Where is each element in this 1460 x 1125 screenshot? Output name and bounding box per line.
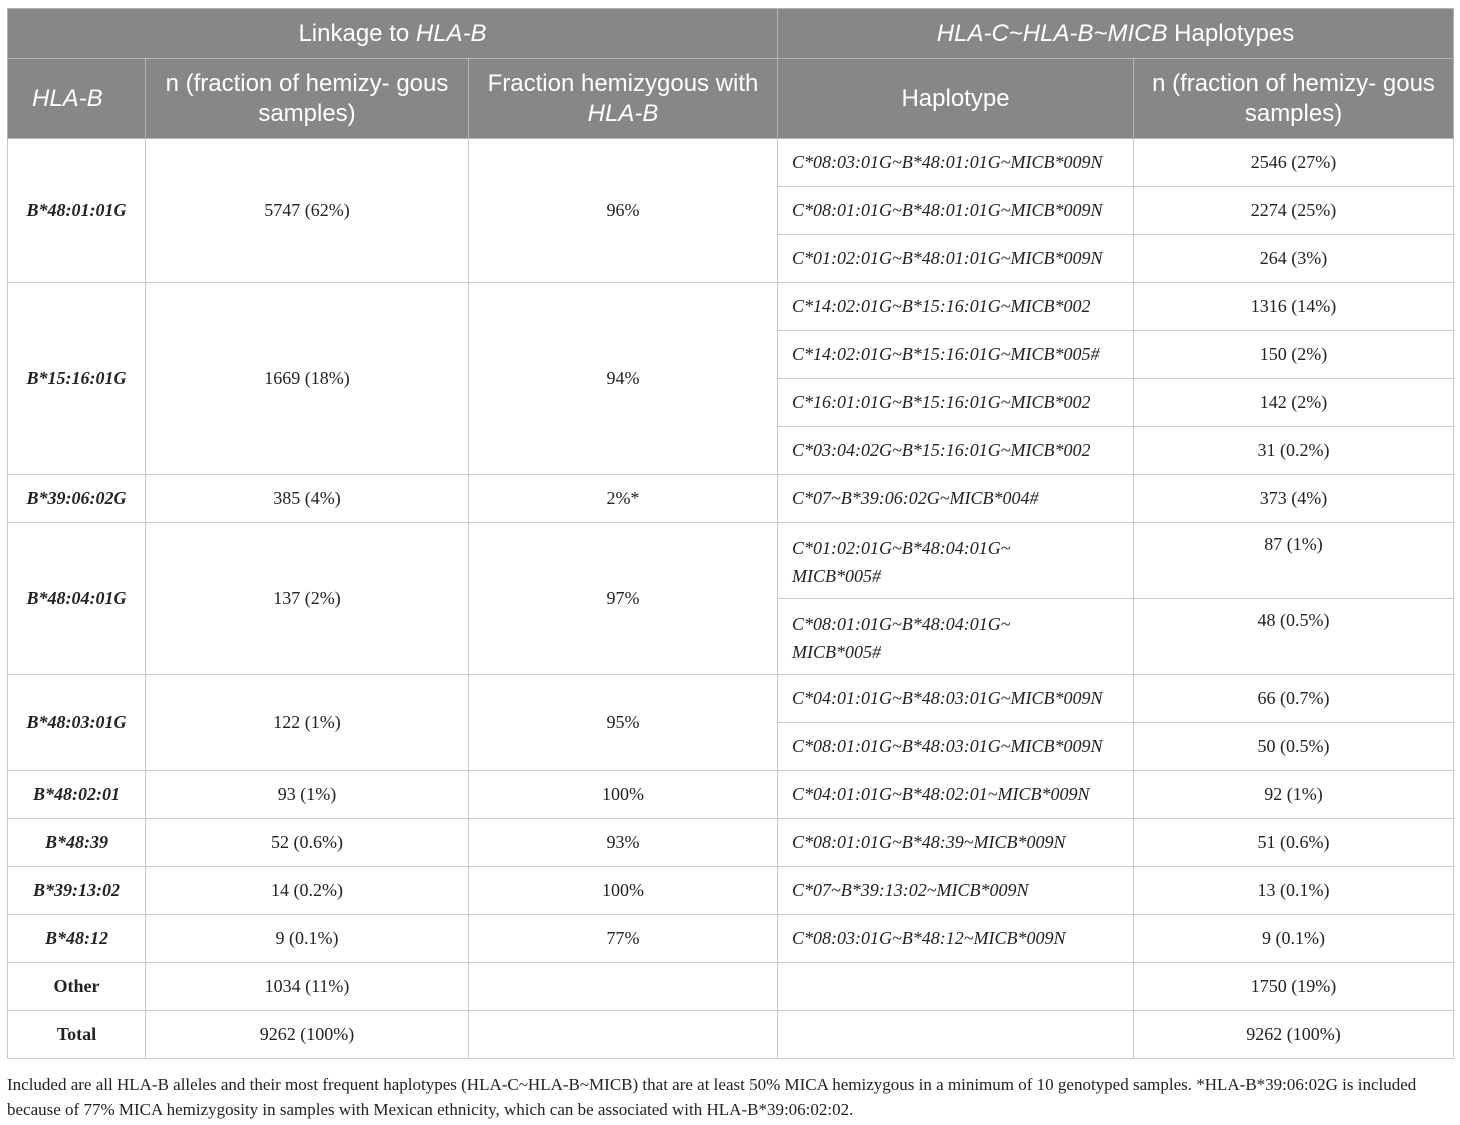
- table-header: [8, 9, 1454, 139]
- hap-n-cell: 2274 (25%): [1134, 187, 1454, 235]
- allele-cell: B*48:04:01G: [8, 523, 146, 675]
- fraction-cell: 93%: [469, 819, 778, 867]
- table-row: [8, 819, 1454, 867]
- total-n: 9262 (100%): [146, 1011, 469, 1059]
- fraction-cell: 97%: [469, 523, 778, 675]
- table-row: [8, 475, 1454, 523]
- fraction-cell: 100%: [469, 771, 778, 819]
- hla-haplotype-table: [7, 8, 1454, 1059]
- empty-cell: [469, 1011, 778, 1059]
- header-haplotype: Haplotype: [778, 59, 1134, 139]
- hap-n-cell: 9 (0.1%): [1134, 915, 1454, 963]
- empty-cell: [778, 1011, 1134, 1059]
- empty-cell: [469, 963, 778, 1011]
- table-row: [8, 915, 1454, 963]
- hap-n-cell: 31 (0.2%): [1134, 427, 1454, 475]
- allele-cell: B*39:06:02G: [8, 475, 146, 523]
- hap-n-cell: 373 (4%): [1134, 475, 1454, 523]
- hap-n-cell: 51 (0.6%): [1134, 819, 1454, 867]
- allele-cell: B*48:12: [8, 915, 146, 963]
- fraction-cell: 100%: [469, 867, 778, 915]
- n-cell: 137 (2%): [146, 523, 469, 675]
- other-row: [8, 963, 1454, 1011]
- allele-cell: B*15:16:01G: [8, 283, 146, 475]
- hap-n-cell: 48 (0.5%): [1134, 599, 1454, 675]
- haplotype-cell: C*16:01:01G~B*15:16:01G~MICB*002: [778, 379, 1134, 427]
- haplotype-cell: C*08:01:01G~B*48:39~MICB*009N: [778, 819, 1134, 867]
- haplotype-cell: C*08:01:01G~B*48:01:01G~MICB*009N: [778, 187, 1134, 235]
- header-group-linkage: [8, 9, 778, 59]
- hap-n-cell: 142 (2%): [1134, 379, 1454, 427]
- n-cell: 93 (1%): [146, 771, 469, 819]
- n-cell: 122 (1%): [146, 675, 469, 771]
- hap-n-cell: 2546 (27%): [1134, 139, 1454, 187]
- haplotype-cell: [778, 523, 1134, 599]
- n-cell: 385 (4%): [146, 475, 469, 523]
- haplotype-line: MICB*005#: [792, 566, 882, 586]
- table-row: [8, 771, 1454, 819]
- table-body: [8, 139, 1454, 1059]
- haplotype-cell: C*04:01:01G~B*48:02:01~MICB*009N: [778, 771, 1134, 819]
- header-group-haplotypes: [778, 9, 1454, 59]
- total-hap-n: 9262 (100%): [1134, 1011, 1454, 1059]
- hap-n-cell: 66 (0.7%): [1134, 675, 1454, 723]
- n-cell: 14 (0.2%): [146, 867, 469, 915]
- total-label: Total: [8, 1011, 146, 1059]
- table-row: [8, 523, 1454, 599]
- allele-cell: B*48:39: [8, 819, 146, 867]
- table-row: [8, 867, 1454, 915]
- hap-n-cell: 50 (0.5%): [1134, 723, 1454, 771]
- haplotype-cell: C*08:01:01G~B*48:03:01G~MICB*009N: [778, 723, 1134, 771]
- header-hap-n: n (fraction of hemizy- gous samples): [1134, 59, 1454, 139]
- hap-n-cell: 92 (1%): [1134, 771, 1454, 819]
- other-label: Other: [8, 963, 146, 1011]
- header-n: n (fraction of hemizy- gous samples): [146, 59, 469, 139]
- fraction-cell: 94%: [469, 283, 778, 475]
- haplotype-cell: [778, 599, 1134, 675]
- other-hap-n: 1750 (19%): [1134, 963, 1454, 1011]
- header-text: Linkage to: [298, 19, 416, 47]
- empty-cell: [778, 963, 1134, 1011]
- fraction-cell: 77%: [469, 915, 778, 963]
- allele-cell: B*48:01:01G: [8, 139, 146, 283]
- header-text: Fraction hemizygous with: [487, 69, 759, 97]
- table-row: [8, 283, 1454, 331]
- haplotype-cell: C*04:01:01G~B*48:03:01G~MICB*009N: [778, 675, 1134, 723]
- haplotype-cell: C*08:03:01G~B*48:12~MICB*009N: [778, 915, 1134, 963]
- total-row: [8, 1011, 1454, 1059]
- n-cell: 52 (0.6%): [146, 819, 469, 867]
- hap-n-cell: 264 (3%): [1134, 235, 1454, 283]
- allele-cell: B*48:02:01: [8, 771, 146, 819]
- header-text-italic: HLA-B: [587, 99, 659, 127]
- haplotype-cell: C*07~B*39:13:02~MICB*009N: [778, 867, 1134, 915]
- haplotype-line: C*08:01:01G~B*48:04:01G~: [792, 614, 1011, 634]
- haplotype-cell: C*08:03:01G~B*48:01:01G~MICB*009N: [778, 139, 1134, 187]
- table-row: [8, 139, 1454, 187]
- haplotype-cell: C*14:02:01G~B*15:16:01G~MICB*005#: [778, 331, 1134, 379]
- n-cell: 5747 (62%): [146, 139, 469, 283]
- haplotype-line: C*01:02:01G~B*48:04:01G~: [792, 538, 1011, 558]
- haplotype-cell: C*01:02:01G~B*48:01:01G~MICB*009N: [778, 235, 1134, 283]
- hap-n-cell: 1316 (14%): [1134, 283, 1454, 331]
- other-n: 1034 (11%): [146, 963, 469, 1011]
- header-fraction: [469, 59, 778, 139]
- haplotype-cell: C*03:04:02G~B*15:16:01G~MICB*002: [778, 427, 1134, 475]
- haplotype-cell: C*14:02:01G~B*15:16:01G~MICB*002: [778, 283, 1134, 331]
- n-cell: 9 (0.1%): [146, 915, 469, 963]
- haplotype-cell: C*07~B*39:06:02G~MICB*004#: [778, 475, 1134, 523]
- header-text-italic: HLA-C~HLA-B~MICB: [936, 19, 1168, 47]
- header-text-italic: HLA-B: [415, 19, 487, 47]
- fraction-cell: 2%*: [469, 475, 778, 523]
- header-text: Haplotypes: [1167, 19, 1295, 47]
- table-row: [8, 675, 1454, 723]
- fraction-cell: 96%: [469, 139, 778, 283]
- hap-n-cell: 150 (2%): [1134, 331, 1454, 379]
- fraction-cell: 95%: [469, 675, 778, 771]
- table-footnote: Included are all HLA-B alleles and their most frequent haplotypes (HLA-C~HLA-B~MICB) that are at least 50% MICA hemizygous in a minimum of 10 genotyped samples. *HLA-B*39:06:02G is included because of 77% MICA hemizygosity in samples with Mexican ethnicity, which can be associated with HLA-B*39:06:02:02.: [7, 1075, 1417, 1119]
- haplotype-line: MICB*005#: [792, 642, 882, 662]
- allele-cell: B*39:13:02: [8, 867, 146, 915]
- allele-cell: B*48:03:01G: [8, 675, 146, 771]
- header-hla-b: HLA-B: [8, 59, 146, 139]
- hap-n-cell: 13 (0.1%): [1134, 867, 1454, 915]
- hap-n-cell: 87 (1%): [1134, 523, 1454, 599]
- n-cell: 1669 (18%): [146, 283, 469, 475]
